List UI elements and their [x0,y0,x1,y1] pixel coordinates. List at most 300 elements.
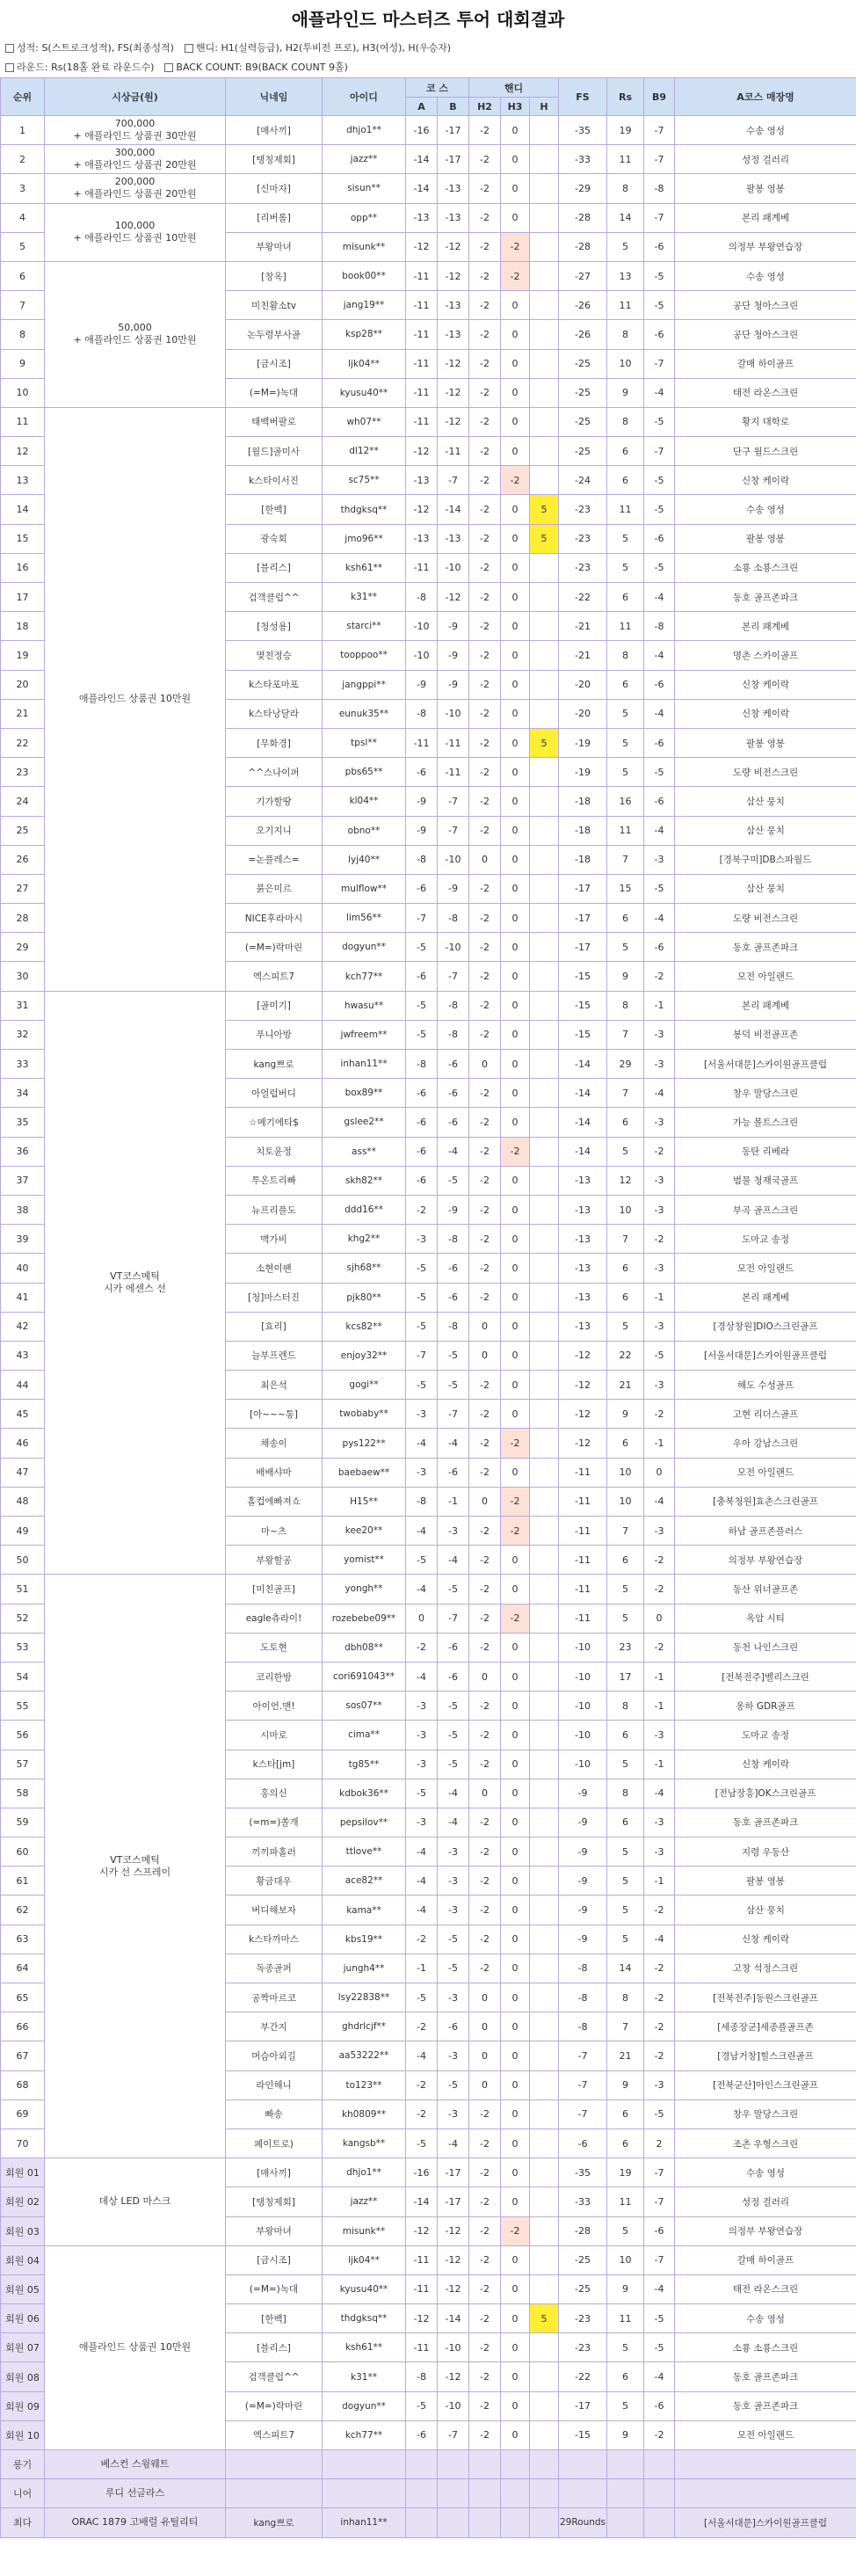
nickname-cell: [블리스] [226,2333,323,2362]
b9-cell: 0 [644,1604,675,1633]
course-a-cell: -5 [406,2391,438,2420]
nickname-cell: [매사끼] [226,116,323,145]
award-b-cell [438,2450,469,2479]
course-a-cell: -1 [406,1954,438,1983]
handi-h-cell [530,1020,559,1049]
id-cell: tooppoo** [323,641,406,670]
prize-text: + 애플라인드 상품권 10만원 [73,334,197,346]
id-cell: kyusu40** [323,2274,406,2303]
handi-h-cell [530,2041,559,2070]
course-a-cell: -6 [406,874,438,903]
table-row [1,145,856,174]
course-b-cell: -12 [438,261,469,290]
rs-cell: 14 [607,1954,644,1983]
b9-cell: -7 [644,145,675,174]
prize-text: + 애플라인드 상품권 20만원 [73,188,197,200]
venue-cell: 팔봉 영봉 [675,728,856,757]
venue-cell: 봉덕 비전골프존 [675,1020,856,1049]
nickname-cell: 홍의신 [226,1779,323,1808]
handi-h2-cell: -2 [469,1283,501,1312]
handi-h-cell [530,1458,559,1487]
handi-h-cell [530,291,559,320]
fs-cell: -15 [559,1020,607,1049]
course-a-cell: -11 [406,320,438,349]
nickname-cell: 오기지니 [226,816,323,845]
handi-h2-cell: -2 [469,1721,501,1750]
prize-31st-50th [45,991,226,1575]
b9-cell: -6 [644,320,675,349]
course-b-cell: -6 [438,2012,469,2041]
id-cell: kch77** [323,2420,406,2449]
handi-h3-cell: 0 [501,1867,530,1896]
handi-h3-cell: 0 [501,1779,530,1808]
fs-cell: -29 [559,174,607,203]
handi-h2-cell: -2 [469,1020,501,1049]
rs-cell: 11 [607,612,644,641]
handi-h2-cell: -2 [469,1429,501,1458]
fs-cell: -35 [559,2158,607,2187]
b9-cell: -7 [644,2187,675,2216]
id-cell: tg85** [323,1750,406,1779]
handi-h3-cell: 0 [501,2070,530,2099]
b9-cell: -2 [644,1575,675,1604]
fs-cell: -26 [559,320,607,349]
rs-cell: 10 [607,349,644,378]
course-b-cell: -5 [438,1166,469,1195]
handi-h2-cell: 0 [469,2070,501,2099]
handi-h-cell [530,232,559,261]
fs-cell: -9 [559,1837,607,1867]
handi-h3-cell: 0 [501,1283,530,1312]
rs-cell: 29 [607,1050,644,1079]
rs-cell: 5 [607,1867,644,1896]
course-a-cell: -8 [406,699,438,728]
venue-cell: 갈매 하이골프 [675,349,856,378]
header-rs: Rs [607,78,644,116]
checkbox-square-icon [164,63,173,72]
legend-round: 라운드: Rs(18홀 완료 라운드수) [17,62,155,73]
nickname-cell: (=m=)쏠개 [226,1808,323,1837]
b9-cell: -5 [644,758,675,787]
handi-h3-cell: 0 [501,1925,530,1954]
rs-cell: 6 [607,670,644,699]
rs-cell: 5 [607,553,644,582]
nickname-cell: 미친활소tv [226,291,323,320]
handi-h-cell [530,2012,559,2041]
course-a-cell: -6 [406,962,438,991]
rs-cell: 10 [607,1195,644,1224]
course-a-cell: -11 [406,2245,438,2274]
venue-cell: 신창 케이락 [675,699,856,728]
handi-h3-cell: 0 [501,378,530,407]
handi-h2-cell: 0 [469,1662,501,1691]
id-cell: tpsl** [323,728,406,757]
rs-cell: 11 [607,816,644,845]
rs-cell: 10 [607,1458,644,1487]
rank-cell: 17 [1,583,45,612]
id-cell: book00** [323,261,406,290]
rank-cell: 5 [1,232,45,261]
course-a-cell: -2 [406,2099,438,2128]
award-id-cell [323,2450,406,2479]
fs-cell: -17 [559,2391,607,2420]
id-cell: dhjo1** [323,2158,406,2187]
b9-cell: -3 [644,1195,675,1224]
venue-cell: 동천 나인스크린 [675,1633,856,1662]
venue-cell: 의정부 부왕연습장 [675,232,856,261]
course-a-cell: -12 [406,2304,438,2333]
rank-cell: 회원 07 [1,2333,45,2362]
course-a-cell: -11 [406,553,438,582]
id-cell: lsy22838** [323,1983,406,2012]
venue-cell: 신창 케이락 [675,466,856,495]
rs-cell: 8 [607,174,644,203]
handi-h2-cell: -2 [469,991,501,1020]
fs-cell: -17 [559,874,607,903]
prize-2nd [45,145,226,174]
venue-cell: 의정부 부왕연습장 [675,2216,856,2245]
handi-h3-cell: 0 [501,349,530,378]
id-cell: kcs82** [323,1312,406,1341]
handi-h3-cell: 0 [501,2099,530,2128]
course-a-cell: -14 [406,174,438,203]
handi-h3-cell: -2 [501,1604,530,1633]
handi-h2-cell: -2 [469,378,501,407]
header-venue: A코스 매장명 [675,78,856,116]
id-cell: ljk04** [323,349,406,378]
nickname-cell: 시마로 [226,1721,323,1750]
handi-h-cell [530,466,559,495]
fs-cell: -17 [559,904,607,933]
nickname-cell: 부왕할공 [226,1546,323,1575]
rank-cell: 20 [1,670,45,699]
b9-cell: -7 [644,116,675,145]
venue-cell: [전북전주]동원스크린골프 [675,1983,856,2012]
course-a-cell: -12 [406,437,438,466]
handi-h2-cell: -2 [469,261,501,290]
id-cell: cima** [323,1721,406,1750]
rank-cell: 45 [1,1400,45,1429]
course-b-cell: -9 [438,641,469,670]
fs-cell: -14 [559,1137,607,1166]
course-a-cell: -6 [406,1166,438,1195]
course-b-cell: -4 [438,1808,469,1837]
rs-cell: 5 [607,524,644,553]
course-b-cell: -3 [438,1896,469,1925]
rank-cell: 51 [1,1575,45,1604]
handi-h3-cell: 0 [501,816,530,845]
rs-cell: 5 [607,1137,644,1166]
handi-h2-cell: -2 [469,524,501,553]
b9-cell: -7 [644,437,675,466]
fs-cell: -12 [559,1371,607,1400]
nickname-cell: k스타[jm] [226,1750,323,1779]
handi-h2-cell: -2 [469,466,501,495]
rank-cell: 67 [1,2041,45,2070]
handi-h-cell [530,1166,559,1195]
nickname-cell: [미친골프] [226,1575,323,1604]
id-cell: dogyun** [323,933,406,962]
handi-h2-cell: -2 [469,2333,501,2362]
venue-cell: 성정 걸러리 [675,2187,856,2216]
handi-h3-cell: 0 [501,612,530,641]
award-id-cell: inhan11** [323,2508,406,2537]
handi-h3-cell: 0 [501,1692,530,1721]
header-h2: H2 [469,98,501,116]
id-cell: ace82** [323,1867,406,1896]
handi-h2-cell: -2 [469,758,501,787]
rank-cell: 60 [1,1837,45,1867]
id-cell: sos07** [323,1692,406,1721]
handi-h3-cell: -2 [501,1487,530,1516]
rs-cell: 6 [607,2362,644,2391]
handi-h2-cell: 0 [469,2012,501,2041]
course-a-cell: -2 [406,2012,438,2041]
venue-cell: 조촌 우형스크린 [675,2128,856,2158]
b9-cell: -1 [644,1750,675,1779]
handi-h2-cell: -2 [469,1254,501,1283]
course-b-cell: -5 [438,1721,469,1750]
award-venue-cell [675,2450,856,2479]
handi-h-cell [530,2274,559,2303]
nickname-cell: 엑스피트7 [226,962,323,991]
b9-cell: -5 [644,553,675,582]
nickname-cell: 코리한방 [226,1662,323,1691]
rs-cell: 19 [607,2158,644,2187]
course-a-cell: -3 [406,1750,438,1779]
b9-cell: -6 [644,2391,675,2420]
rank-cell: 22 [1,728,45,757]
handi-h-cell [530,116,559,145]
rs-cell: 10 [607,1487,644,1516]
nickname-cell: [리버롤] [226,203,323,232]
rank-cell: 34 [1,1079,45,1108]
b9-cell: -3 [644,1050,675,1079]
course-a-cell: -5 [406,1020,438,1049]
b9-cell: -3 [644,1808,675,1837]
rank-cell: 3 [1,174,45,203]
nickname-cell: 버디해보자 [226,1896,323,1925]
nickname-cell: 부간지 [226,2012,323,2041]
venue-cell: 동호 골프존파크 [675,933,856,962]
handi-h2-cell: -2 [469,2245,501,2274]
handi-h-cell [530,904,559,933]
nickname-cell: 투온트리빠 [226,1166,323,1195]
rs-cell: 13 [607,261,644,290]
course-b-cell: -7 [438,787,469,816]
course-a-cell: -7 [406,1341,438,1370]
b9-cell: -8 [644,612,675,641]
venue-cell: 모전 아일랜드 [675,962,856,991]
handi-h3-cell: 0 [501,2304,530,2333]
course-a-cell: -6 [406,2420,438,2449]
award-label-cell: 롱기 [1,2450,45,2479]
award-h2-cell [469,2508,501,2537]
handi-h3-cell: 0 [501,1341,530,1370]
rs-cell: 6 [607,1546,644,1575]
handi-h-cell [530,845,559,874]
b9-cell: -3 [644,1254,675,1283]
header-fs: FS [559,78,607,116]
table-row [1,1575,856,1604]
legend-backcount: BACK COUNT: B9(BACK COUNT 9홀) [176,62,348,73]
fs-cell: -20 [559,699,607,728]
course-a-cell: -5 [406,2128,438,2158]
header-h3: H3 [501,98,530,116]
handi-h3-cell: 0 [501,553,530,582]
course-a-cell: -3 [406,1458,438,1487]
handi-h2-cell: -2 [469,787,501,816]
handi-h2-cell: -2 [469,1837,501,1867]
nickname-cell: [월드]골미사 [226,437,323,466]
handi-h2-cell: -2 [469,1692,501,1721]
handi-h-cell [530,1692,559,1721]
course-b-cell: -3 [438,1867,469,1896]
venue-cell: 도마교 송정 [675,1225,856,1254]
venue-cell: 모전 아일랜드 [675,2420,856,2449]
course-a-cell: -4 [406,1867,438,1896]
rank-cell: 26 [1,845,45,874]
b9-cell: -7 [644,2158,675,2187]
b9-cell: -2 [644,1896,675,1925]
venue-cell: 태전 라온스크린 [675,378,856,407]
id-cell: rozebebe09** [323,1604,406,1633]
nickname-cell: =논플레스= [226,845,323,874]
id-cell: sisun** [323,174,406,203]
legend-line-2 [5,58,851,77]
id-cell: jazz** [323,145,406,174]
b9-cell: 2 [644,2128,675,2158]
b9-cell: -1 [644,1692,675,1721]
course-a-cell: -5 [406,1254,438,1283]
course-a-cell: -12 [406,2216,438,2245]
b9-cell: -4 [644,699,675,728]
id-cell: jangppi** [323,670,406,699]
b9-cell: 0 [644,1458,675,1487]
handi-h-cell [530,2187,559,2216]
b9-cell: -3 [644,1371,675,1400]
handi-h-cell [530,1867,559,1896]
handi-h3-cell: 0 [501,495,530,524]
id-cell: ksp28** [323,320,406,349]
venue-cell: 황지 대학로 [675,407,856,436]
handi-h-cell [530,1195,559,1224]
venue-cell: 가능 볼트스크린 [675,1108,856,1137]
handi-h3-cell: 0 [501,1808,530,1837]
header-prize: 시상금(원) [45,78,226,116]
rs-cell: 6 [607,2128,644,2158]
rank-cell: 57 [1,1750,45,1779]
rs-cell: 5 [607,1896,644,1925]
handi-h3-cell: 0 [501,1371,530,1400]
prize-text: 100,000 [114,220,156,232]
handi-h2-cell: -2 [469,816,501,845]
award-venue-cell: [서울서대문]스카이원골프클럽 [675,2508,856,2537]
handi-h3-cell: -2 [501,2216,530,2245]
course-b-cell: -12 [438,407,469,436]
award-h3-cell [501,2479,530,2508]
nickname-cell: 푸니아방 [226,1020,323,1049]
nickname-cell: [골미기] [226,991,323,1020]
handi-h-cell [530,1837,559,1867]
nickname-cell: [아~~~통] [226,1400,323,1429]
nickname-cell: (=M=)녹대 [226,378,323,407]
venue-cell: 도량 비전스크린 [675,904,856,933]
rank-cell: 33 [1,1050,45,1079]
nickname-cell: 부왕마녀 [226,2216,323,2245]
fs-cell: -13 [559,1225,607,1254]
rank-cell: 13 [1,466,45,495]
rs-cell: 11 [607,2304,644,2333]
fs-cell: -10 [559,1662,607,1691]
course-a-cell: -5 [406,1371,438,1400]
course-b-cell: -7 [438,816,469,845]
handi-h-cell: 5 [530,2304,559,2333]
prize-member-1-3 [45,2158,226,2246]
award-label-cell: 니어 [1,2479,45,2508]
handi-h3-cell: -2 [501,1137,530,1166]
fs-cell: -15 [559,2420,607,2449]
rank-cell: 27 [1,874,45,903]
rs-cell: 6 [607,583,644,612]
id-cell: pjk80** [323,1283,406,1312]
course-b-cell: -8 [438,991,469,1020]
handi-h-cell [530,349,559,378]
award-fs-cell: 29Rounds [559,2508,607,2537]
rank-cell: 50 [1,1546,45,1575]
b9-cell: -5 [644,495,675,524]
fs-cell: -25 [559,2274,607,2303]
course-b-cell: -6 [438,1108,469,1137]
most-rounds-row [1,2508,856,2537]
rs-cell: 5 [607,2391,644,2420]
fs-cell: -9 [559,1925,607,1954]
course-b-cell: -6 [438,1050,469,1079]
handi-h2-cell: -2 [469,1108,501,1137]
handi-h-cell [530,320,559,349]
course-a-cell: -4 [406,1517,438,1546]
course-a-cell: -11 [406,2274,438,2303]
rank-cell: 29 [1,933,45,962]
handi-h-cell [530,2070,559,2099]
handi-h3-cell: 0 [501,174,530,203]
handi-h3-cell: 0 [501,1896,530,1925]
rs-cell: 22 [607,1341,644,1370]
handi-h2-cell: 0 [469,1050,501,1079]
fs-cell: -23 [559,495,607,524]
legend-score: 성적: S(스트로크성적), FS(최종성적) [17,42,174,54]
venue-cell: 태전 라온스크린 [675,2274,856,2303]
handi-h-cell [530,612,559,641]
venue-cell: 수송 영성 [675,2158,856,2187]
venue-cell: 신창 케이락 [675,1750,856,1779]
handi-h3-cell: 0 [501,1721,530,1750]
course-a-cell: -16 [406,116,438,145]
course-a-cell: -5 [406,1312,438,1341]
course-b-cell: -10 [438,845,469,874]
handi-h-cell [530,1517,559,1546]
handi-h2-cell: -2 [469,174,501,203]
nickname-cell: 아이언.맨! [226,1692,323,1721]
course-b-cell: -5 [438,1371,469,1400]
course-a-cell: -9 [406,816,438,845]
b9-cell: -3 [644,1108,675,1137]
id-cell: ddd16** [323,1195,406,1224]
venue-cell: 성정 걸러리 [675,145,856,174]
rank-cell: 46 [1,1429,45,1458]
id-cell: kh0809** [323,2099,406,2128]
award-b9-cell [644,2450,675,2479]
